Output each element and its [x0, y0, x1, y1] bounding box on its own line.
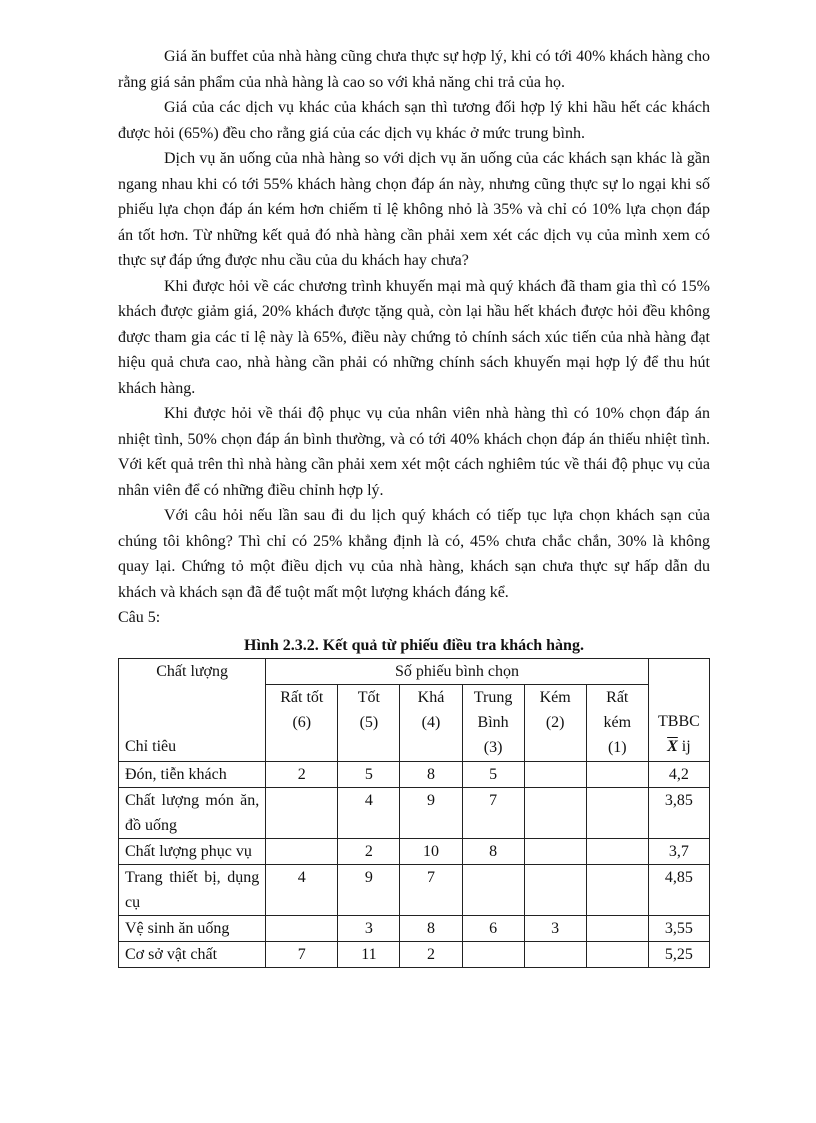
criterion-cell: Vệ sinh ăn uống	[119, 915, 266, 941]
vote-count-cell: 3	[338, 915, 400, 941]
table-row	[119, 787, 710, 838]
table-row	[119, 915, 710, 941]
question-label: Câu 5:	[118, 609, 161, 626]
column-name: Rất tốt	[280, 688, 324, 706]
vote-count-cell	[524, 941, 586, 967]
vote-count-cell: 5	[462, 761, 524, 787]
vote-count-cell: 5	[338, 761, 400, 787]
average-score-cell: 4,85	[648, 864, 709, 915]
column-score: (5)	[359, 713, 379, 731]
vote-count-cell: 6	[462, 915, 524, 941]
avg-subscript: ij	[681, 737, 691, 755]
column-name: Trung Bình	[473, 688, 513, 731]
average-score-cell: 4,2	[648, 761, 709, 787]
vote-count-cell: 8	[462, 838, 524, 864]
avg-header-cell	[648, 658, 709, 761]
column-score: (3)	[483, 738, 503, 756]
vote-count-cell: 3	[524, 915, 586, 941]
vote-count-cell: 2	[400, 941, 462, 967]
column-header-cell	[524, 684, 586, 761]
column-header-cell	[462, 684, 524, 761]
vote-count-cell: 7	[266, 941, 338, 967]
criterion-cell: Cơ sở vật chất	[119, 941, 266, 967]
vote-count-cell: 4	[266, 864, 338, 915]
vote-count-cell	[586, 761, 648, 787]
vote-count-cell: 7	[400, 864, 462, 915]
average-score-cell: 3,55	[648, 915, 709, 941]
vote-count-cell: 9	[400, 787, 462, 838]
paragraph: Khi được hỏi về các chương trình khuyến mại mà quý khách đã tham gia thì có 15% khách được giảm giá, 20% khách được tặng quà, còn lại hầu hết khách được hỏi đều không được tham gia các tỉ lệ này là 65%, điều này chứng tỏ chính sách xúc tiến của nhà hàng đạt hiệu quả chưa cao, nhà hàng cần phải có những chính sách khuyến mại hợp lý để thu hút khách hàng.	[118, 277, 710, 397]
table-body	[119, 761, 710, 967]
average-score-cell: 3,7	[648, 838, 709, 864]
column-score: (6)	[292, 713, 312, 731]
criterion-cell: Chất lượng món ăn, đồ uống	[119, 787, 266, 838]
survey-table	[118, 658, 710, 968]
table-header-row	[119, 658, 710, 684]
vote-count-cell	[266, 915, 338, 941]
vote-count-cell: 8	[400, 761, 462, 787]
criterion-cell: Chất lượng phục vụ	[119, 838, 266, 864]
table-row	[119, 761, 710, 787]
group-header-cell: Số phiếu bình chọn	[266, 658, 649, 684]
vote-count-cell: 11	[338, 941, 400, 967]
vote-count-cell	[586, 838, 648, 864]
vote-count-cell	[462, 864, 524, 915]
vote-count-cell	[462, 941, 524, 967]
average-score-cell: 3,85	[648, 787, 709, 838]
x-bar-symbol: $\overline{X}$	[667, 737, 678, 755]
document-page	[118, 44, 710, 968]
average-score-cell: 5,25	[648, 941, 709, 967]
paragraph: Với câu hỏi nếu lần sau đi du lịch quý khách có tiếp tục lựa chọn khách sạn của chúng tôi không? Thì chỉ có 25% khẳng định là có, 45% chưa chắc chắn, 30% là không quay lại. Chứng tỏ một điều dịch vụ của nhà hàng, khách sạn chưa thực sự hấp dẫn du khách và khách sạn đã để tuột mất một lượng khách đáng kể.	[118, 507, 710, 601]
vote-count-cell	[586, 915, 648, 941]
criterion-cell: Đón, tiễn khách	[119, 761, 266, 787]
vote-count-cell	[266, 787, 338, 838]
corner-bottom-label: Chỉ tiêu	[125, 737, 177, 755]
column-score: (4)	[421, 713, 441, 731]
corner-header-cell	[119, 658, 266, 761]
vote-count-cell: 8	[400, 915, 462, 941]
vote-count-cell	[586, 941, 648, 967]
vote-count-cell	[524, 787, 586, 838]
criterion-cell: Trang thiết bị, dụng cụ	[119, 864, 266, 915]
avg-header-label: TBBC	[658, 712, 700, 730]
column-name: Tốt	[357, 688, 380, 706]
avg-symbol	[655, 734, 703, 759]
table-row	[119, 941, 710, 967]
paragraph: Khi được hỏi về thái độ phục vụ của nhân viên nhà hàng thì có 10% chọn đáp án nhiệt tình, 50% chọn đáp án bình thường, và có tới 40% khách chọn đáp án thiếu nhiệt tình. Với kết quả trên thì nhà hàng cần phải xem xét một cách nghiêm túc về thái độ phục vụ của nhân viên để có những điều chỉnh hợp lý.	[118, 405, 710, 499]
corner-top-label: Chất lượng	[156, 662, 229, 680]
vote-count-cell	[266, 838, 338, 864]
paragraph: Giá của các dịch vụ khác của khách sạn thì tương đối hợp lý khi hầu hết các khách được hỏi (65%) đều cho rằng giá của các dịch vụ khác ở mức trung bình.	[118, 99, 710, 142]
column-score: (1)	[607, 738, 627, 756]
vote-count-cell	[524, 864, 586, 915]
vote-count-cell: 7	[462, 787, 524, 838]
table-caption: Hình 2.3.2. Kết quả từ phiếu điều tra khách hàng.	[244, 636, 584, 654]
column-score: (2)	[545, 713, 565, 731]
body-text	[118, 44, 710, 605]
vote-count-cell	[524, 761, 586, 787]
column-name: Khá	[417, 688, 445, 706]
column-name: Kém	[539, 688, 571, 706]
vote-count-cell: 2	[266, 761, 338, 787]
column-header-cell	[400, 684, 462, 761]
column-name: Rất kém	[603, 688, 632, 731]
paragraph: Dịch vụ ăn uống của nhà hàng so với dịch vụ ăn uống của các khách sạn khác là gần ngang nhau khi có tới 55% khách hàng chọn đáp án này, nhưng cũng thực sự lo ngại khi số phiếu lựa chọn đáp án kém hơn chiếm tỉ lệ không nhỏ là 35% và chỉ có 10% lựa chọn đáp án tốt hơn. Từ những kết quả đó nhà hàng cần phải xem xét các dịch vụ của mình xem có thực sự đáp ứng được nhu cầu của du khách hay chưa?	[118, 150, 710, 269]
column-header-cell	[586, 684, 648, 761]
paragraph: Giá ăn buffet của nhà hàng cũng chưa thực sự hợp lý, khi có tới 40% khách hàng cho rằng giá sản phẩm của nhà hàng là cao so với khả năng chi trả của họ.	[118, 48, 710, 91]
vote-count-cell: 9	[338, 864, 400, 915]
table-row	[119, 864, 710, 915]
vote-count-cell	[524, 838, 586, 864]
vote-count-cell	[586, 787, 648, 838]
vote-count-cell: 10	[400, 838, 462, 864]
vote-count-cell: 4	[338, 787, 400, 838]
column-header-cell	[338, 684, 400, 761]
vote-count-cell: 2	[338, 838, 400, 864]
table-row	[119, 838, 710, 864]
vote-count-cell	[586, 864, 648, 915]
column-header-cell	[266, 684, 338, 761]
